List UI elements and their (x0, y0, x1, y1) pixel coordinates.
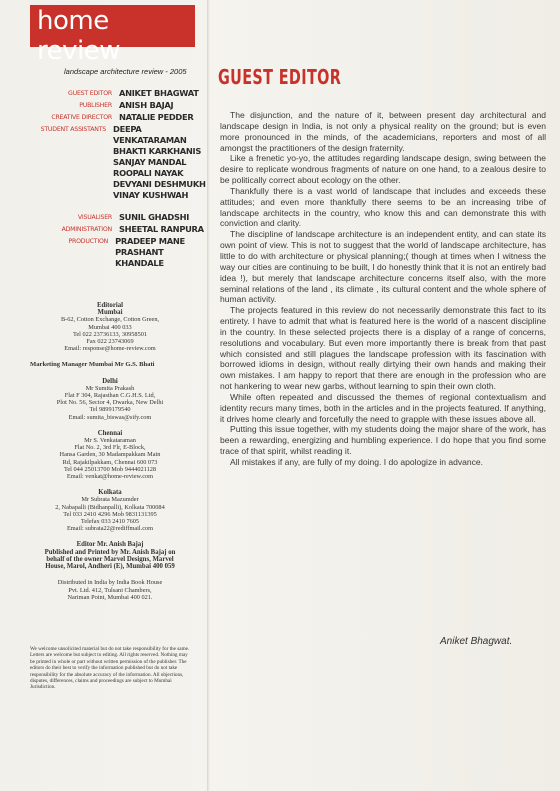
text-line: Plot No. 56, Sector 4, Dwarka, New Delhi (56, 399, 164, 407)
editor-credit: Editor Mr. Anish Bajaj (76, 541, 144, 549)
staff-names (119, 112, 193, 123)
text-line: Mr Sumita Prakash (85, 384, 135, 392)
mumbai-heading: Mumbai (97, 309, 123, 317)
article-paragraph: While often repeated and discussed the themes of regional contextualism and identity recurs many times, both in the articles and in the projects featured. If anything, it drives home clearly and forcefully the need to grapple with these issues above all. (220, 391, 546, 424)
text-line: House, Marol, Andheri (E), Mumbai 400 059 (45, 563, 175, 571)
staff-names (119, 212, 189, 223)
distributor-credit (30, 579, 190, 601)
text-line: Tel 9899179540 (89, 406, 131, 414)
text-line: Email: venkat@home-review.com (66, 473, 154, 481)
article-paragraph: The projects featured in this review do not necessarily demonstrate this fact to its entirety. I have to admit that what is featured here is the world of a nascent discipline in the country. In these selected projects there is a display of a range of concerns, resolutions and vocabulary. But even more importantly there is break from that past which consisted and still plagues the landscape profession with its fascination with borrowed idioms in design, without really dirtying their own hands and making their own mistakes. I am happy to report that there are enough in the profession who are not hankering to wear new garbs, without learning to spin their own cloth. (220, 305, 546, 392)
article-paragraph: Putting this issue together, with my students doing the major share of the work, has been a rewarding, energizing and humbling experience. I do hope that you find some trace of that spirit, whilst reading it. (220, 424, 546, 457)
text-line: Rd, Rajakilpakkam, Chennai 600 073 (62, 458, 158, 466)
staff-role: STUDENT ASSISTANTS (40, 126, 107, 133)
mumbai-address (30, 316, 190, 352)
staff-names (113, 124, 210, 201)
staff-row (30, 100, 210, 111)
delhi-address (30, 385, 190, 421)
staff-row (30, 88, 210, 99)
text-line: Tel 022 23736133, 30958501 (72, 330, 148, 338)
text-line: Flat No. 2, 3rd Flr, E-Block, (74, 444, 146, 452)
series-title: landscape architecture review - 2005 (64, 67, 187, 76)
article-paragraph: The discipline of landscape architecture is an independent entity, and can state its own point of view. This is not to suggest that the world of landscape architecture, has little to do with architecture or physical planning;( though at times when I witness the way our cities are continuing to be built, I do honestly think that it is not an entirely bad idea !), but merely that landscape architecture concerns itself also, with the more seminal relations of the land , its climate , its cultural content and the whole sphere of human activity. (220, 229, 546, 305)
text-line: Distributed in India by India Book House (57, 579, 163, 587)
staff-role: VISUALISER (77, 214, 112, 221)
staff-name: ROOPALI NAYAK (113, 168, 184, 178)
staff-name: VINAY KUSHWAH (113, 190, 189, 200)
staff-row (30, 112, 210, 123)
staff-row (30, 212, 210, 223)
text-line: Email: sumita_biswas@sify.com (68, 413, 152, 421)
text-line: behalf of the owner Marvel Designs, Marvel (46, 555, 174, 563)
staff-name: SANJAY MANDAL (113, 157, 187, 167)
staff-name: ANISH BAJAJ (119, 100, 174, 110)
staff-names (119, 100, 173, 111)
staff-name: NATALIE PEDDER (119, 112, 194, 122)
marketing-manager: Marketing Manager Mumbai Mr G.S. Bhati (30, 361, 155, 369)
article-paragraph: All mistakes if any, are fully of my doing. I do apologize in advance. (230, 457, 484, 467)
text-line: Mr S. Venkataraman (84, 437, 136, 445)
staff-name: DEVYANI DESHMUKH (113, 179, 206, 189)
article-body (220, 110, 546, 468)
article-title: GUEST EDITOR (218, 65, 342, 89)
masthead-text: home review (37, 6, 120, 66)
staff-names (119, 224, 204, 235)
staff-credits (30, 88, 210, 270)
kolkata-address (30, 496, 190, 532)
masthead-logo (30, 5, 195, 66)
chennai-address (30, 437, 190, 480)
text-line: 2, Nabapalli (Bidhanpalli), Kolkata 700084 (55, 503, 165, 511)
staff-role: GUEST EDITOR (68, 90, 112, 97)
text-line: Mumbai 400 033 (88, 323, 132, 331)
text-line: Pvt. Ltd. 412, Tulsani Chambers, (68, 586, 152, 594)
staff-name: PRASHANT KHANDALE (115, 247, 164, 268)
disclaimer-text: We welcome unsolicited material but do not take responsibility for the same. Letters are welcome but subject to editing. All rights reserved. Nothing may be printed in whole or part without written permission of the publisher. The editors do their best to verify the information published but do not take responsibility for the absolute accuracy of the information. All objections, disputes, differences, claims and proceedings are subject to Mumbai Jurisdiction. (30, 646, 190, 691)
publisher-credit (30, 549, 190, 571)
staff-row (30, 236, 210, 269)
staff-name: BHAKTI KARKHANIS (113, 146, 202, 156)
staff-name: SHEETAL RANPURA (119, 224, 204, 234)
text-line: Nariman Point, Mumbai 400 021. (67, 593, 153, 601)
staff-name: DEEPA VENKATARAMAN (113, 124, 187, 145)
text-line: Fax 022 23743069 (86, 338, 134, 346)
staff-name: ANIKET BHAGWAT (119, 88, 199, 98)
staff-role: PRODUCTION (68, 238, 109, 245)
text-line: Email: response@home-review.com (64, 345, 156, 353)
contact-details (30, 302, 190, 610)
staff-name: PRADEEP MANE (115, 236, 185, 246)
staff-role: ADMINISTRATION (61, 226, 112, 233)
text-line: Tel 033 2410 4296 Mob 9831131395 (63, 510, 157, 518)
text-line: Flat F 304, Rajasthan C.G.H.S. Ltd, (64, 392, 156, 400)
staff-row (30, 124, 210, 201)
editorial-heading: Editorial (96, 302, 124, 309)
article-paragraph: Like a frenetic yo-yo, the attitudes regarding landscape design, swing between the desire to replicate wondrous fragments of nature on one hand, to a zealous desire to be politically correct about ecology on the other. (220, 153, 546, 186)
staff-role: PUBLISHER (79, 102, 112, 109)
text-line: Mr Subrata Mazumder (81, 496, 139, 504)
text-line: Hansa Garden, 30 Madampakkam Main (59, 451, 161, 459)
staff-name: SUNIL GHADSHI (119, 212, 190, 222)
text-line: Published and Printed by Mr. Anish Bajaj on (44, 548, 176, 556)
chennai-heading: Chennai (97, 429, 123, 437)
article-paragraph: The disjunction, and the nature of it, between present day architectural and landscape design in India, is not only a physical reality on the ground; but is even more pronounced in the minds, of the academicians, reporters and most of all amongst the practitioners of the design fraternity. (220, 110, 546, 153)
author-signature: Aniket Bhagwat. (440, 636, 513, 647)
text-line: B-62, Cotton Exchange, Cotton Green, (60, 316, 160, 324)
text-line: Email: subrata22@rediffmail.com (66, 525, 154, 533)
staff-row (30, 224, 210, 235)
delhi-heading: Delhi (102, 377, 118, 385)
text-line: Tel 044 25013700 Mob 9444021128 (63, 465, 157, 473)
staff-names (119, 88, 199, 99)
staff-names (115, 236, 210, 269)
kolkata-heading: Kolkata (98, 489, 122, 497)
staff-role: CREATIVE DIRECTOR (51, 114, 112, 121)
text-line: Telefax 033 2410 7605 (80, 518, 140, 526)
article-paragraph: Thankfully there is a vast world of landscape that includes and exceeds these attitudes; and even more thankfully there seems to be an increasing tribe of landscape architects in the country, who know this and can demonstrate this with conviction and clarity. (220, 185, 546, 229)
